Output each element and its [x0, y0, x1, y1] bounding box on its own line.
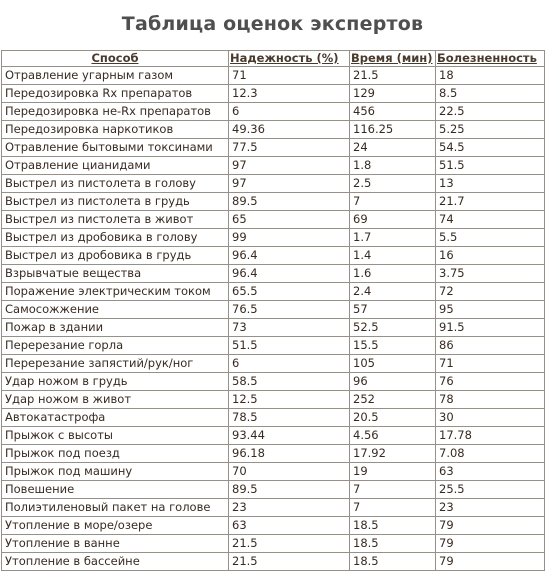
cell-pain: 54.5	[436, 139, 545, 157]
cell-reliability: 58.5	[229, 373, 350, 391]
cell-reliability: 65	[229, 211, 350, 229]
table-row	[2, 427, 545, 445]
cell-time: 19	[350, 463, 436, 481]
column-header-pain: Болезненность	[436, 51, 545, 67]
table-header-row	[2, 51, 545, 67]
table-row	[2, 373, 545, 391]
cell-time: 21.5	[350, 67, 436, 85]
cell-pain: 16	[436, 247, 545, 265]
cell-reliability: 76.5	[229, 301, 350, 319]
table-row	[2, 211, 545, 229]
cell-pain: 86	[436, 337, 545, 355]
cell-time: 52.5	[350, 319, 436, 337]
cell-method: Поражение электрическим током	[2, 283, 229, 301]
cell-reliability: 96.18	[229, 445, 350, 463]
table-row	[2, 67, 545, 85]
cell-pain: 95	[436, 301, 545, 319]
cell-method: Отравление бытовыми токсинами	[2, 139, 229, 157]
table-row	[2, 193, 545, 211]
cell-reliability: 12.3	[229, 85, 350, 103]
cell-reliability: 71	[229, 67, 350, 85]
table-row	[2, 301, 545, 319]
cell-pain: 30	[436, 409, 545, 427]
cell-pain: 5.25	[436, 121, 545, 139]
cell-time: 1.6	[350, 265, 436, 283]
cell-reliability: 73	[229, 319, 350, 337]
cell-time: 116.25	[350, 121, 436, 139]
cell-pain: 17.78	[436, 427, 545, 445]
cell-method: Полиэтиленовый пакет на голове	[2, 499, 229, 517]
cell-pain: 13	[436, 175, 545, 193]
cell-method: Передозировка не-Rx препаратов	[2, 103, 229, 121]
cell-pain: 22.5	[436, 103, 545, 121]
table-row	[2, 535, 545, 553]
cell-time: 20.5	[350, 409, 436, 427]
cell-time: 18.5	[350, 553, 436, 571]
table-row	[2, 409, 545, 427]
cell-time: 17.92	[350, 445, 436, 463]
cell-reliability: 21.5	[229, 553, 350, 571]
cell-pain: 79	[436, 517, 545, 535]
cell-reliability: 78.5	[229, 409, 350, 427]
cell-method: Утопление в море/озере	[2, 517, 229, 535]
cell-reliability: 97	[229, 157, 350, 175]
table-row	[2, 265, 545, 283]
cell-time: 129	[350, 85, 436, 103]
table-row	[2, 283, 545, 301]
cell-pain: 5.5	[436, 229, 545, 247]
cell-reliability: 23	[229, 499, 350, 517]
cell-method: Выстрел из дробовика в голову	[2, 229, 229, 247]
cell-reliability: 65.5	[229, 283, 350, 301]
cell-method: Перерезание запястий/рук/ног	[2, 355, 229, 373]
cell-pain: 7.08	[436, 445, 545, 463]
table-row	[2, 553, 545, 571]
cell-pain: 63	[436, 463, 545, 481]
cell-time: 2.5	[350, 175, 436, 193]
table-row	[2, 319, 545, 337]
cell-method: Отравление угарным газом	[2, 67, 229, 85]
table-row	[2, 499, 545, 517]
cell-pain: 78	[436, 391, 545, 409]
cell-method: Утопление в ванне	[2, 535, 229, 553]
cell-reliability: 6	[229, 103, 350, 121]
cell-time: 2.4	[350, 283, 436, 301]
cell-method: Выстрел из пистолета в грудь	[2, 193, 229, 211]
cell-method: Пожар в здании	[2, 319, 229, 337]
cell-reliability: 93.44	[229, 427, 350, 445]
cell-time: 69	[350, 211, 436, 229]
cell-time: 1.4	[350, 247, 436, 265]
table-row	[2, 175, 545, 193]
cell-reliability: 49.36	[229, 121, 350, 139]
cell-reliability: 96.4	[229, 265, 350, 283]
table-row	[2, 517, 545, 535]
cell-time: 456	[350, 103, 436, 121]
cell-time: 105	[350, 355, 436, 373]
table-row	[2, 85, 545, 103]
cell-pain: 21.7	[436, 193, 545, 211]
column-header-reliability: Надежность (%)	[229, 51, 350, 67]
cell-time: 57	[350, 301, 436, 319]
expert-scores-table	[1, 50, 545, 571]
cell-method: Выстрел из пистолета в голову	[2, 175, 229, 193]
cell-method: Отравление цианидами	[2, 157, 229, 175]
table-row	[2, 247, 545, 265]
cell-method: Прыжок под машину	[2, 463, 229, 481]
cell-time: 18.5	[350, 517, 436, 535]
cell-time: 1.7	[350, 229, 436, 247]
cell-time: 18.5	[350, 535, 436, 553]
cell-method: Утопление в бассейне	[2, 553, 229, 571]
cell-time: 1.8	[350, 157, 436, 175]
cell-pain: 71	[436, 355, 545, 373]
cell-reliability: 63	[229, 517, 350, 535]
table-row	[2, 121, 545, 139]
cell-reliability: 89.5	[229, 193, 350, 211]
cell-time: 7	[350, 481, 436, 499]
cell-pain: 79	[436, 553, 545, 571]
cell-reliability: 96.4	[229, 247, 350, 265]
cell-time: 15.5	[350, 337, 436, 355]
cell-pain: 91.5	[436, 319, 545, 337]
cell-reliability: 97	[229, 175, 350, 193]
cell-time: 96	[350, 373, 436, 391]
cell-method: Выстрел из пистолета в живот	[2, 211, 229, 229]
cell-reliability: 99	[229, 229, 350, 247]
cell-method: Самосожжение	[2, 301, 229, 319]
cell-reliability: 12.5	[229, 391, 350, 409]
cell-reliability: 51.5	[229, 337, 350, 355]
cell-pain: 79	[436, 535, 545, 553]
table-row	[2, 463, 545, 481]
cell-method: Перерезание горла	[2, 337, 229, 355]
table-row	[2, 445, 545, 463]
cell-pain: 76	[436, 373, 545, 391]
cell-method: Прыжок под поезд	[2, 445, 229, 463]
cell-reliability: 21.5	[229, 535, 350, 553]
column-header-time: Время (мин)	[350, 51, 436, 67]
cell-pain: 25.5	[436, 481, 545, 499]
cell-method: Выстрел из дробовика в грудь	[2, 247, 229, 265]
table-row	[2, 157, 545, 175]
cell-pain: 23	[436, 499, 545, 517]
table-row	[2, 139, 545, 157]
cell-time: 4.56	[350, 427, 436, 445]
cell-reliability: 89.5	[229, 481, 350, 499]
cell-reliability: 6	[229, 355, 350, 373]
cell-time: 24	[350, 139, 436, 157]
page-title: Таблица оценок экспертов	[121, 13, 424, 35]
cell-method: Повешение	[2, 481, 229, 499]
table-row	[2, 481, 545, 499]
cell-pain: 51.5	[436, 157, 545, 175]
table-body	[2, 67, 545, 571]
cell-method: Взрывчатые вещества	[2, 265, 229, 283]
cell-pain: 18	[436, 67, 545, 85]
cell-time: 252	[350, 391, 436, 409]
cell-method: Передозировка Rx препаратов	[2, 85, 229, 103]
cell-pain: 74	[436, 211, 545, 229]
cell-time: 7	[350, 499, 436, 517]
table-row	[2, 337, 545, 355]
cell-reliability: 70	[229, 463, 350, 481]
cell-pain: 72	[436, 283, 545, 301]
cell-time: 7	[350, 193, 436, 211]
table-row	[2, 103, 545, 121]
cell-pain: 3.75	[436, 265, 545, 283]
cell-pain: 8.5	[436, 85, 545, 103]
cell-method: Передозировка наркотиков	[2, 121, 229, 139]
table-row	[2, 229, 545, 247]
column-header-method: Способ	[2, 51, 229, 67]
cell-method: Прыжок с высоты	[2, 427, 229, 445]
cell-method: Удар ножом в грудь	[2, 373, 229, 391]
cell-method: Автокатастрофа	[2, 409, 229, 427]
cell-reliability: 77.5	[229, 139, 350, 157]
table-row	[2, 355, 545, 373]
table-row	[2, 391, 545, 409]
cell-method: Удар ножом в живот	[2, 391, 229, 409]
